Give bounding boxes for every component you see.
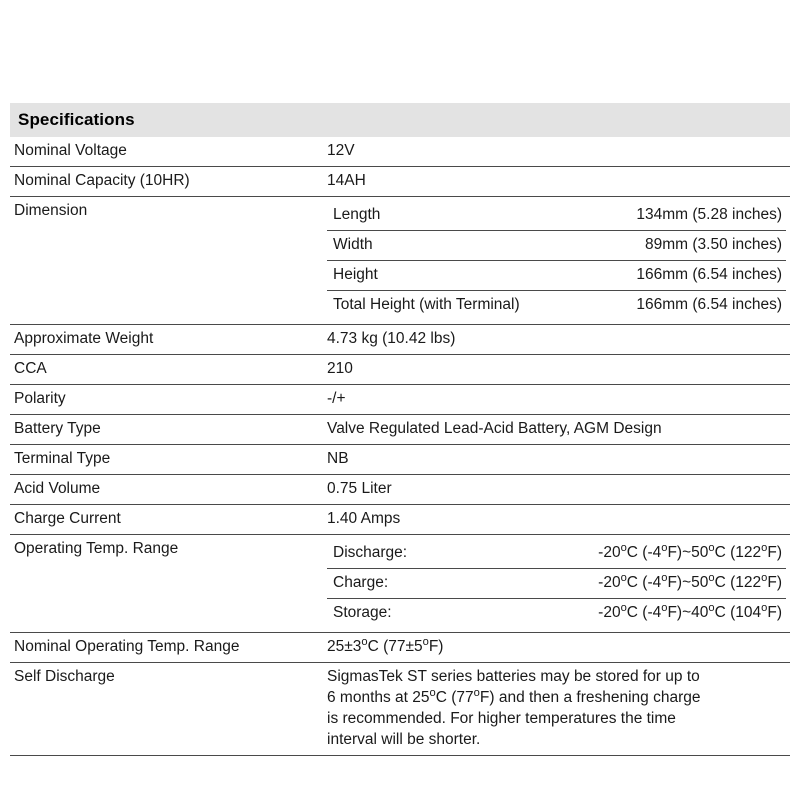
table-row	[327, 569, 786, 599]
temp-part: F)	[767, 574, 782, 591]
row-value: NB	[323, 445, 790, 475]
temp-part: C (77±5	[367, 638, 423, 655]
specifications-table	[10, 137, 790, 756]
degree-symbol: o	[708, 601, 715, 614]
row-label: Self Discharge	[10, 663, 323, 756]
operating-temp-subtable-cell	[323, 535, 790, 633]
self-discharge-line-1: SigmasTek ST series batteries may be stored for up to	[327, 668, 700, 685]
self-discharge-line-3: is recommended. For higher temperatures the time	[327, 709, 676, 727]
table-row	[10, 385, 790, 415]
degree-symbol: o	[429, 686, 436, 699]
degree-symbol: o	[620, 541, 627, 554]
self-discharge-line-4: interval will be shorter.	[327, 730, 481, 748]
self-discharge-line-2	[327, 688, 786, 709]
table-row	[10, 355, 790, 385]
row-label: Polarity	[10, 385, 323, 415]
temp-part: F)~50	[667, 574, 709, 591]
table-row-self-discharge	[10, 663, 790, 756]
row-value: 4.73 kg (10.42 lbs)	[323, 325, 790, 355]
temp-part: C (122	[714, 544, 762, 561]
operating-temp-subtable	[327, 539, 786, 628]
row-label: Nominal Operating Temp. Range	[10, 633, 323, 663]
row-label: Nominal Capacity (10HR)	[10, 167, 323, 197]
sub-value	[569, 539, 786, 569]
table-row	[327, 231, 786, 261]
temp-part: C (122	[714, 574, 762, 591]
degree-symbol: o	[361, 635, 368, 648]
dimension-subtable	[327, 201, 786, 320]
row-value: 210	[323, 355, 790, 385]
temp-part: -20	[598, 544, 621, 561]
row-value	[323, 663, 790, 756]
table-row	[10, 167, 790, 197]
table-row-operating-temp	[10, 535, 790, 633]
degree-symbol: o	[620, 571, 627, 584]
section-title: Specifications	[10, 103, 790, 137]
temp-part: -20	[598, 604, 621, 621]
temp-part: F)	[767, 604, 782, 621]
row-label: CCA	[10, 355, 323, 385]
sub-label: Charge:	[327, 569, 569, 599]
row-value: 14AH	[323, 167, 790, 197]
table-row	[10, 445, 790, 475]
temp-part: F)~40	[667, 604, 709, 621]
row-value: 12V	[323, 137, 790, 167]
degree-symbol: o	[761, 571, 768, 584]
table-row	[10, 475, 790, 505]
row-value	[323, 633, 790, 663]
row-label: Terminal Type	[10, 445, 323, 475]
temp-part: C (-4	[626, 574, 662, 591]
table-row	[10, 415, 790, 445]
row-label: Approximate Weight	[10, 325, 323, 355]
temp-part: F)	[767, 544, 782, 561]
table-row	[327, 291, 786, 321]
temp-part: F)	[428, 638, 444, 655]
row-label: Operating Temp. Range	[10, 535, 323, 633]
row-label: Nominal Voltage	[10, 137, 323, 167]
table-row	[327, 201, 786, 231]
sub-label: Width	[327, 231, 569, 261]
sub-label: Storage:	[333, 604, 392, 621]
degree-symbol: o	[422, 635, 429, 648]
degree-symbol: o	[661, 571, 668, 584]
temp-part: C (-4	[626, 604, 662, 621]
row-label: Dimension	[10, 197, 323, 325]
sub-label: Discharge:	[327, 539, 569, 569]
temp-part: C (104	[714, 604, 762, 621]
sub-label: Height	[327, 261, 569, 291]
row-label: Acid Volume	[10, 475, 323, 505]
degree-symbol: o	[761, 601, 768, 614]
table-row	[10, 137, 790, 167]
table-row-dimension	[10, 197, 790, 325]
sub-label: Length	[327, 201, 569, 231]
temp-part: C (-4	[626, 544, 662, 561]
degree-symbol: o	[708, 541, 715, 554]
table-row	[327, 261, 786, 291]
degree-symbol: o	[661, 601, 668, 614]
sub-value: 166mm (6.54 inches)	[569, 261, 786, 291]
table-row	[327, 599, 786, 629]
temp-part: C (77	[435, 688, 474, 706]
sub-value: 89mm (3.50 inches)	[569, 231, 786, 261]
degree-symbol: o	[661, 541, 668, 554]
degree-symbol: o	[708, 571, 715, 584]
table-row	[10, 633, 790, 663]
sub-value	[569, 569, 786, 599]
degree-symbol: o	[473, 686, 480, 699]
table-row	[10, 325, 790, 355]
table-row	[327, 539, 786, 569]
temp-part: F)~50	[667, 544, 709, 561]
row-value: 0.75 Liter	[323, 475, 790, 505]
sub-value	[569, 599, 786, 629]
temp-part: 25±3	[327, 638, 362, 655]
row-value: 1.40 Amps	[323, 505, 790, 535]
sub-value: 134mm (5.28 inches)	[569, 201, 786, 231]
row-value: Valve Regulated Lead-Acid Battery, AGM Design	[323, 415, 790, 445]
row-label: Charge Current	[10, 505, 323, 535]
table-row	[10, 505, 790, 535]
temp-part: 6 months at 25	[327, 688, 430, 706]
degree-symbol: o	[620, 601, 627, 614]
degree-symbol: o	[761, 541, 768, 554]
row-value: -/+	[323, 385, 790, 415]
temp-part: F) and then a freshening charge	[479, 688, 701, 706]
sub-value: 166mm (6.54 inches)	[636, 296, 782, 313]
row-label: Battery Type	[10, 415, 323, 445]
temp-part: -20	[598, 574, 621, 591]
dimension-subtable-cell	[323, 197, 790, 325]
specifications-section	[10, 103, 790, 756]
sub-label: Total Height (with Terminal)	[333, 296, 520, 313]
